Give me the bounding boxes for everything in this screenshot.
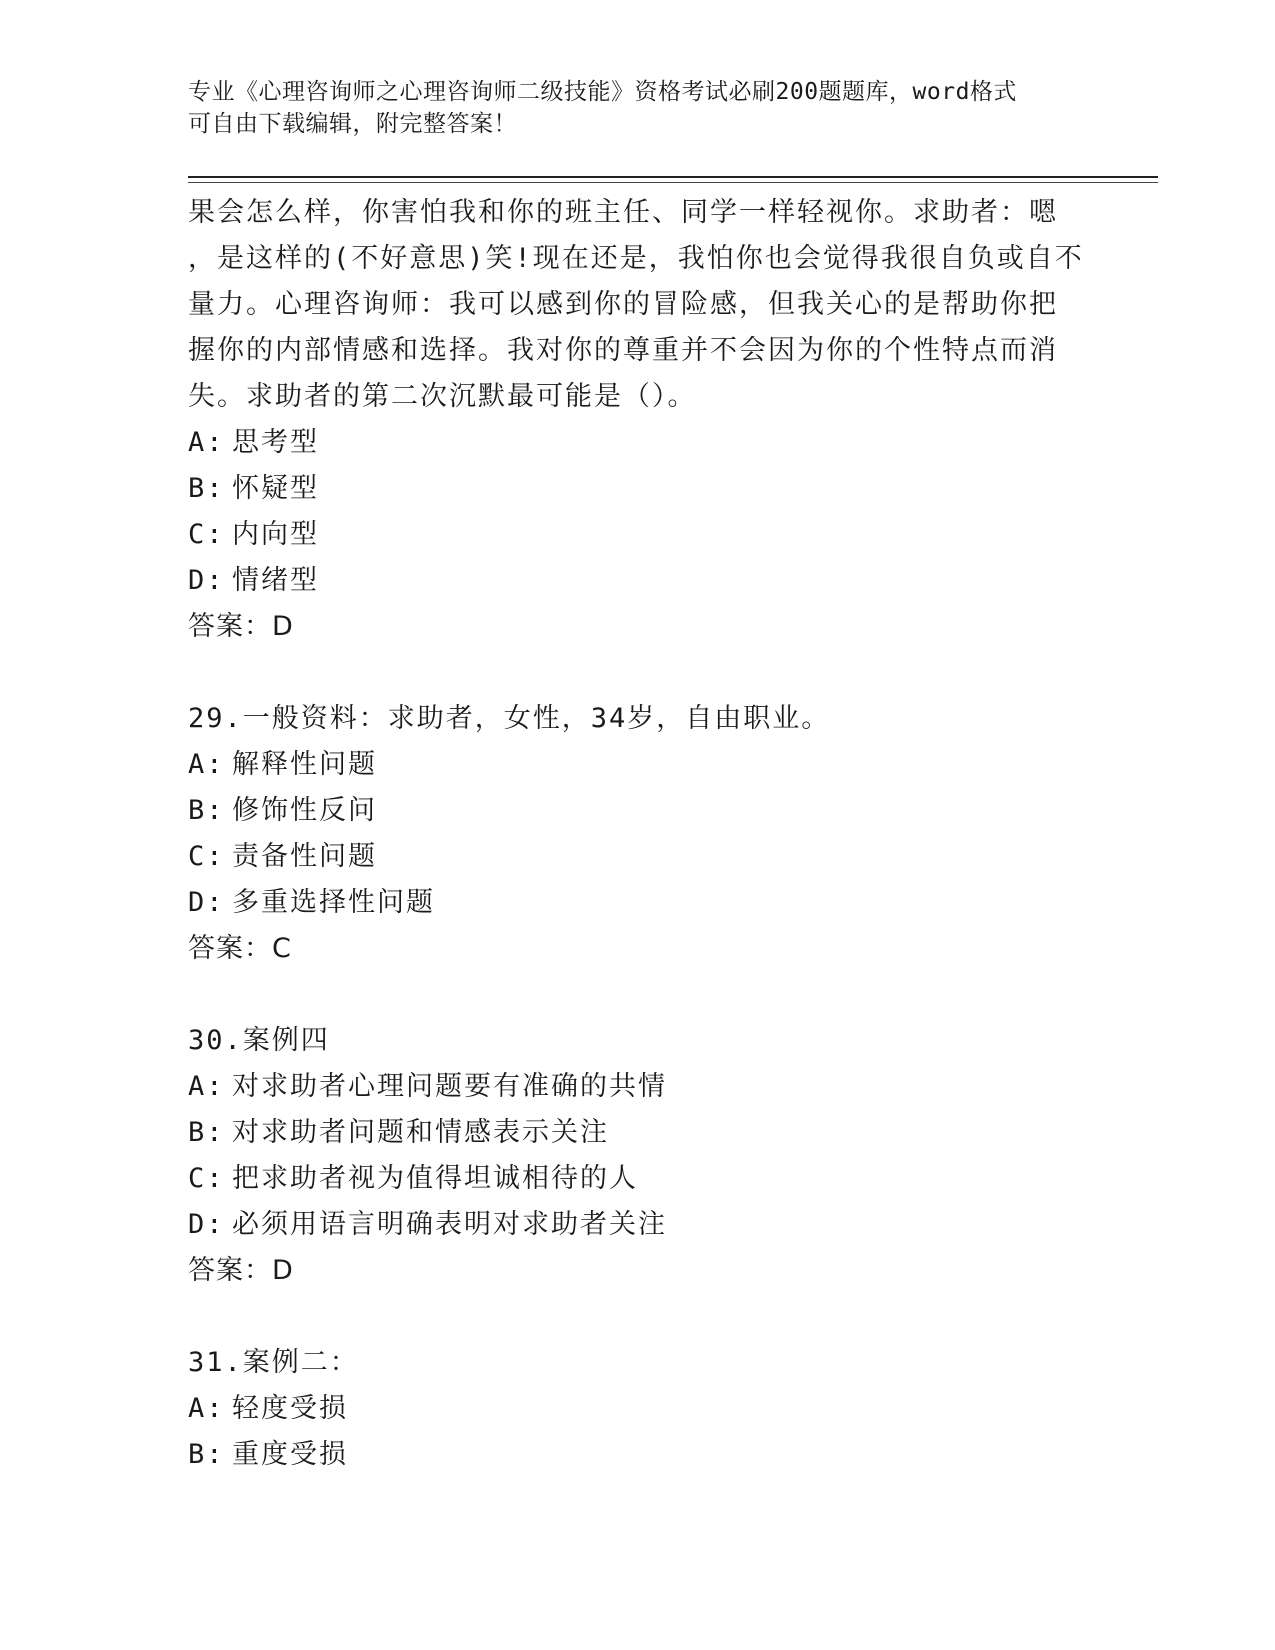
option-text: 把求助者视为值得坦诚相待的人 — [232, 1163, 638, 1194]
option-text: 轻度受损 — [232, 1393, 348, 1424]
option-letter: C: — [188, 519, 225, 550]
option-letter: A: — [188, 1071, 225, 1102]
option-letter: C: — [188, 1163, 225, 1194]
option-text: 重度受损 — [232, 1439, 348, 1470]
question-31 — [188, 1340, 1088, 1478]
answer-line: 答案：D — [188, 1255, 294, 1286]
header-line-2: 可自由下载编辑，附完整答案！ — [188, 111, 517, 137]
option-a — [188, 742, 1088, 788]
option-b — [188, 788, 1088, 834]
option-b — [188, 1432, 1088, 1478]
question-stem: 30.案例四 — [188, 1025, 330, 1056]
question-stem: 29.一般资料：求助者，女性，34岁，自由职业。 — [188, 703, 831, 734]
question-text-line: 果会怎么样，你害怕我和你的班主任、同学一样轻视你。求助者：嗯 — [188, 197, 1058, 228]
question-stem: 31.案例二： — [188, 1347, 359, 1378]
option-d — [188, 558, 1088, 604]
option-letter: C: — [188, 841, 225, 872]
option-letter: D: — [188, 887, 225, 918]
header-line-1: 专业《心理咨询师之心理咨询师二级技能》资格考试必刷200题题库，word格式 — [188, 79, 1017, 105]
answer-line: 答案：D — [188, 611, 294, 642]
option-letter: D: — [188, 565, 225, 596]
option-text: 内向型 — [232, 519, 319, 550]
option-letter: B: — [188, 1117, 225, 1148]
option-letter: A: — [188, 427, 225, 458]
option-a — [188, 1386, 1088, 1432]
question-text-line: 握你的内部情感和选择。我对你的尊重并不会因为你的个性特点而消 — [188, 335, 1058, 366]
option-a — [188, 420, 1088, 466]
option-c — [188, 1156, 1088, 1202]
question-30 — [188, 1018, 1088, 1294]
option-letter: A: — [188, 749, 225, 780]
option-a — [188, 1064, 1088, 1110]
option-text: 对求助者问题和情感表示关注 — [232, 1117, 609, 1148]
question-29 — [188, 696, 1088, 972]
question-text-line: 失。求助者的第二次沉默最可能是（）。 — [188, 381, 697, 412]
option-text: 思考型 — [232, 427, 319, 458]
option-text: 解释性问题 — [232, 749, 377, 780]
option-letter: B: — [188, 1439, 225, 1470]
question-text-line: ，是这样的(不好意思)笑!现在还是，我怕你也会觉得我很自负或自不 — [188, 243, 1084, 274]
spacer — [188, 972, 1088, 1018]
question-text-line: 量力。心理咨询师：我可以感到你的冒险感，但我关心的是帮助你把 — [188, 289, 1058, 320]
option-text: 多重选择性问题 — [232, 887, 435, 918]
answer-line: 答案：C — [188, 933, 292, 964]
option-text: 必须用语言明确表明对求助者关注 — [232, 1209, 667, 1240]
option-d — [188, 880, 1088, 926]
header-divider-thin — [188, 182, 1158, 183]
option-text: 责备性问题 — [232, 841, 377, 872]
option-text: 对求助者心理问题要有准确的共情 — [232, 1071, 667, 1102]
option-letter: A: — [188, 1393, 225, 1424]
option-text: 修饰性反问 — [232, 795, 377, 826]
option-text: 情绪型 — [232, 565, 319, 596]
option-letter: B: — [188, 795, 225, 826]
option-b — [188, 1110, 1088, 1156]
option-text: 怀疑型 — [232, 473, 319, 504]
option-d — [188, 1202, 1088, 1248]
page-content — [188, 190, 1088, 1478]
continued-question — [188, 190, 1088, 650]
option-c — [188, 834, 1088, 880]
option-b — [188, 466, 1088, 512]
spacer — [188, 1294, 1088, 1340]
option-letter: D: — [188, 1209, 225, 1240]
spacer — [188, 650, 1088, 696]
document-header — [188, 76, 1088, 140]
header-divider-thick — [188, 176, 1158, 178]
option-letter: B: — [188, 473, 225, 504]
option-c — [188, 512, 1088, 558]
